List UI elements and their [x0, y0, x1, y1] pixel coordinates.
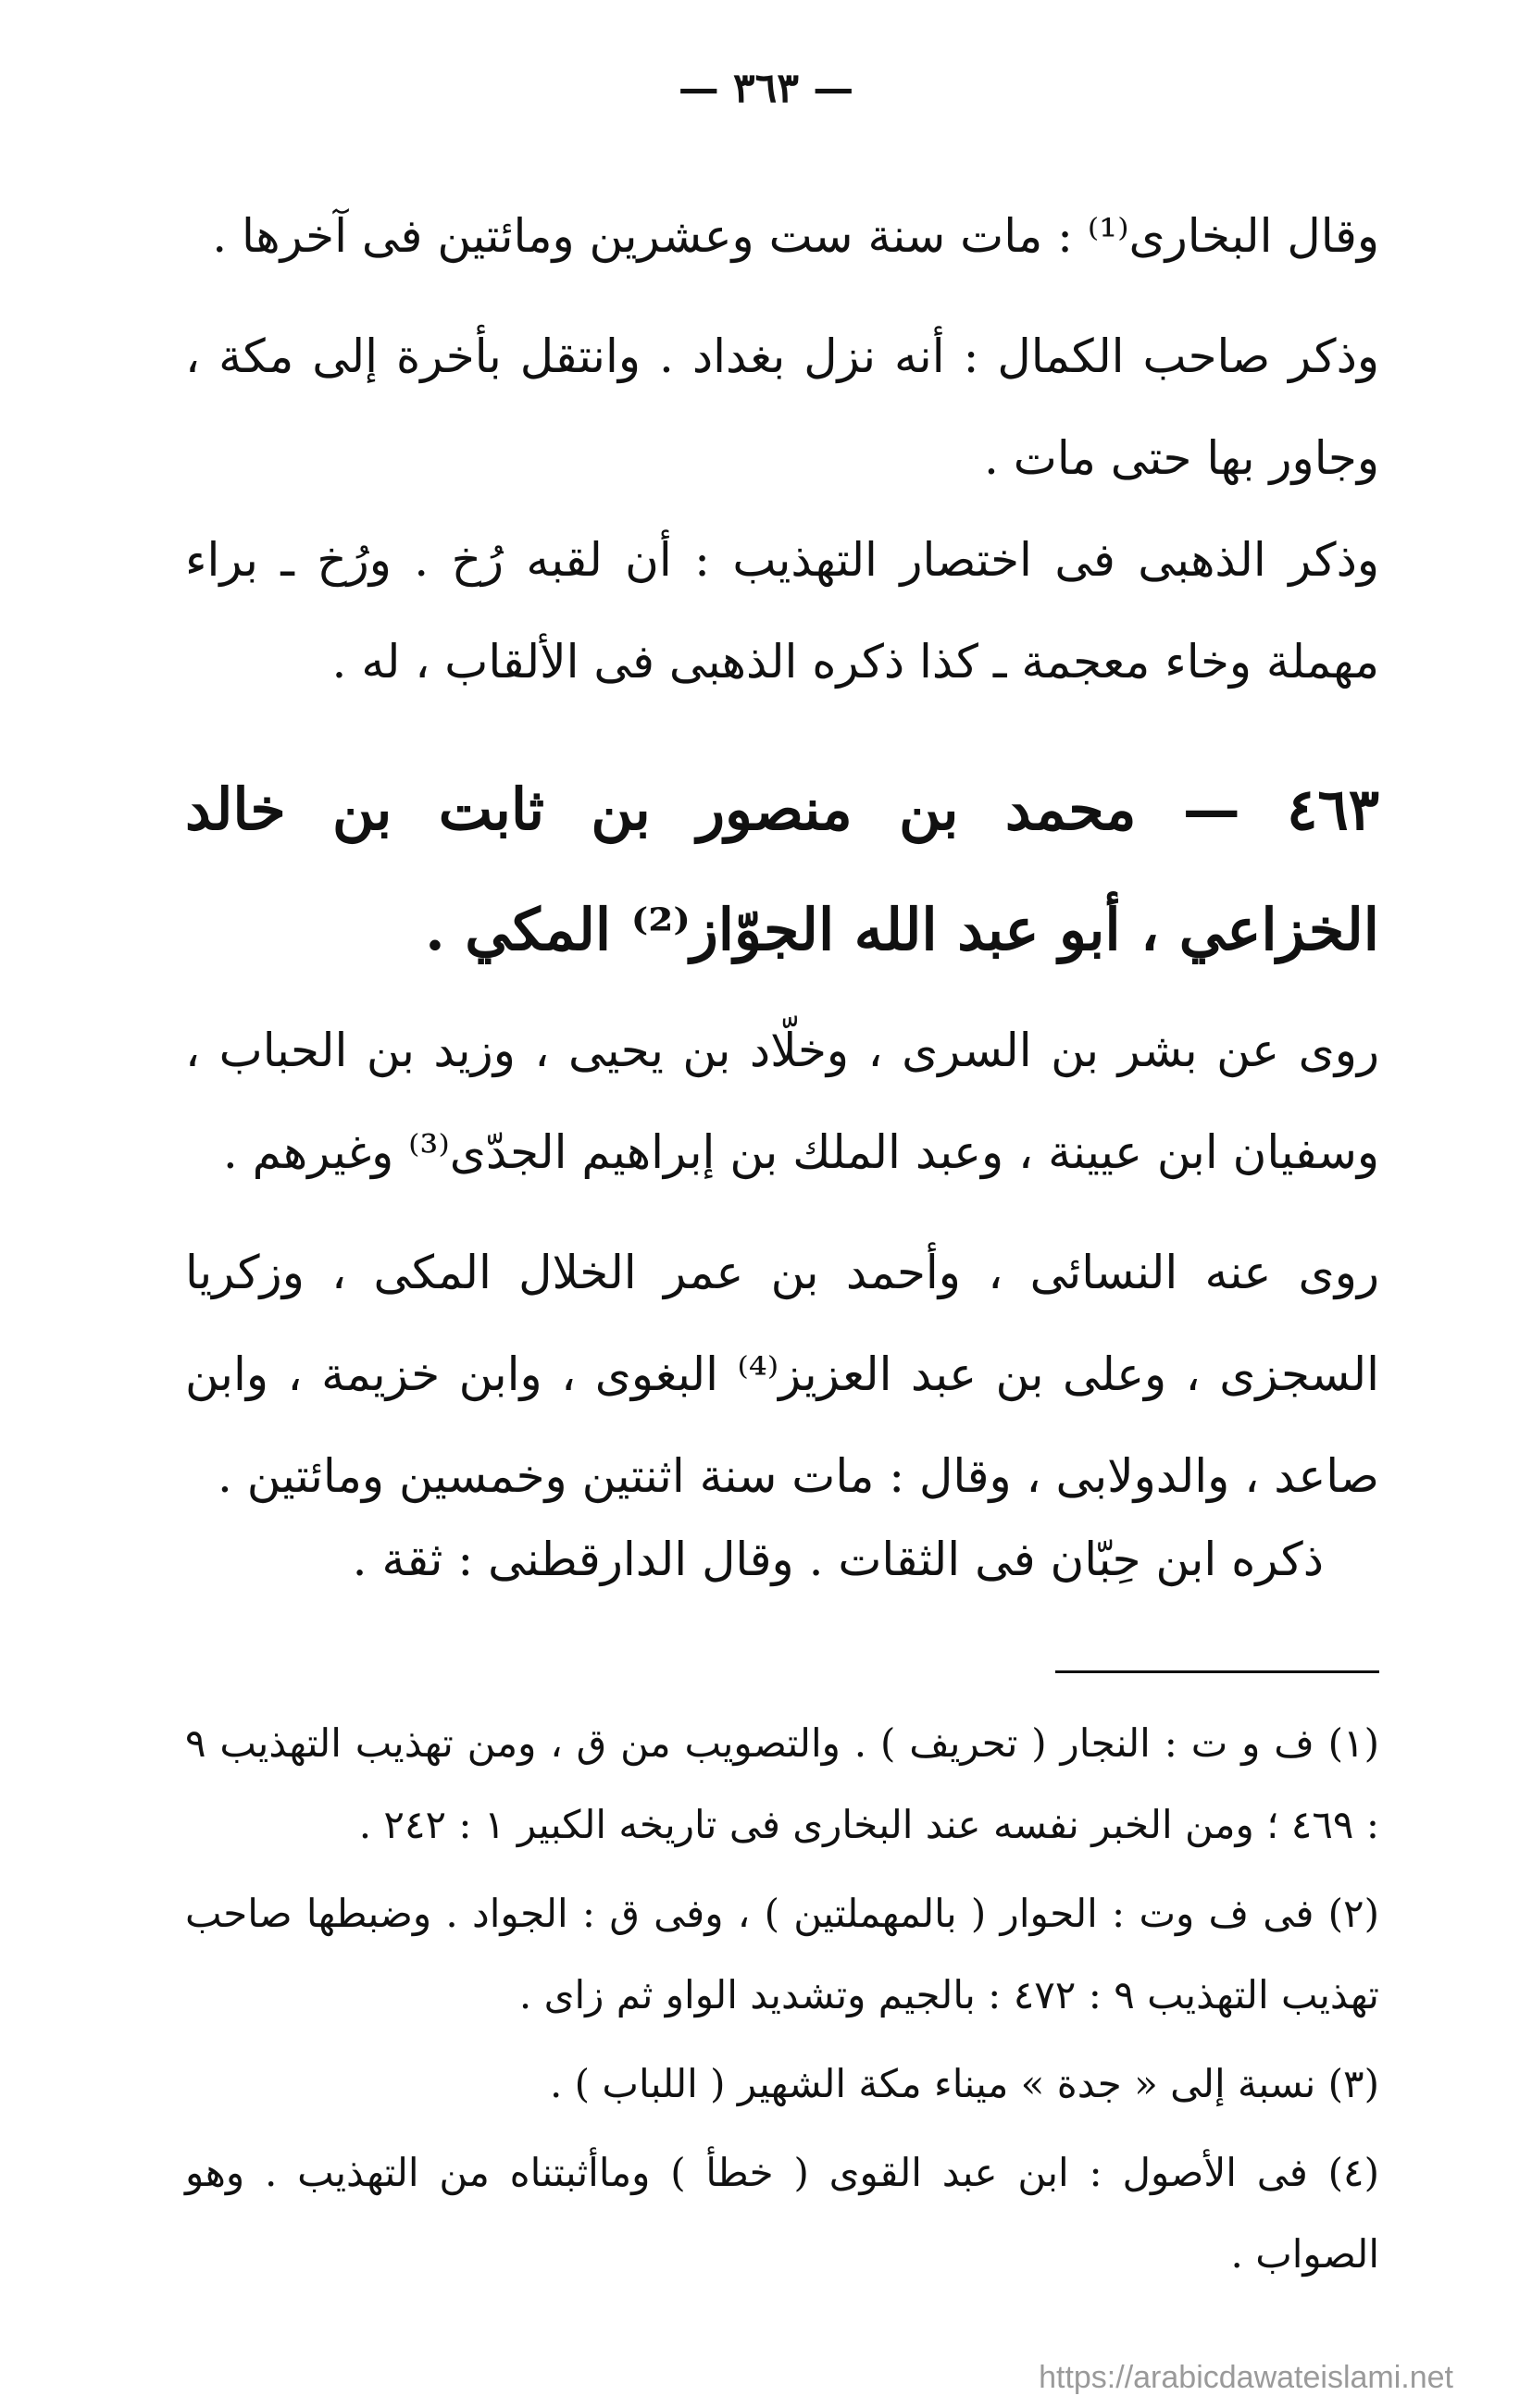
paragraph-narrated-by: روى عنه النسائى ، وأحمد بن عمر الخلال المكى ، وزكريا السجزى ، وعلى بن عبد العزيز⁽⁴⁾ البغوى ، وابن خزيمة ، وابن صاعد ، والدولابى ، وقال : مات سنة اثنتين وخمسين ومائتين .	[185, 1246, 1379, 1503]
footnote-2: (٢) فى ف وت : الحوار ( بالمهملتين ) ، وفى ق : الجواد . وضبطها صاحب تهذيب التهذيب ٩ : ٤٧٢ : بالجيم وتشديد الواو ثم زاى .	[185, 1891, 1379, 2017]
paragraph-kamal-baghdad: وذكر صاحب الكمال : أنه نزل بغداد . وانتقل بأخرة إلى مكة ، وجاور بها حتى مات .	[185, 329, 1379, 485]
footnote-3: (٣) نسبة إلى « جدة » ميناء مكة الشهير ( اللباب ) .	[549, 2061, 1379, 2106]
footnote-divider	[1055, 1670, 1379, 1673]
footnotes-section	[185, 1703, 1379, 2302]
paragraph-ibn-hibban: ذكره ابن حِبّان فى الثقات . وقال الدارقطنى : ثقة .	[352, 1533, 1324, 1586]
footnote-4: (٤) فى الأصول : ابن عبد القوى ( خطأ ) وماأثبتناه من التهذيب . وهو الصواب .	[185, 2150, 1379, 2277]
entry-heading: ٤٦٣ — محمد بن منصور بن ثابت بن خالد الخزاعي ، أبو عبد الله الجوّاز⁽²⁾ المكي .	[185, 776, 1379, 963]
paragraph-bukhari-death: وقال البخارى⁽¹⁾ : مات سنة ست وعشرين ومائتين فى آخرها .	[212, 209, 1379, 263]
paragraph-dhahabi-laqab: وذكر الذهبى فى اختصار التهذيب : أن لقبه رُخ . ورُخ ـ براء مهملة وخاء معجمة ـ كذا ذكره الذهبى فى الألقاب ، له .	[185, 533, 1379, 689]
footnote-1: (١) ف و ت : النجار ( تحريف ) . والتصويب من ق ، ومن تهذيب التهذيب ٩ : ٤٦٩ ؛ ومن الخبر نفسه عند البخارى فى تاريخه الكبير ١ : ٢٤٢ .	[185, 1720, 1379, 1847]
watermark-url: https://arabicdawateislami.net	[1039, 2360, 1453, 2395]
page-number: — ٣٦٣ —	[678, 65, 854, 112]
paragraph-narrated-from: روى عن بشر بن السرى ، وخلّاد بن يحيى ، وزيد بن الحباب ، وسفيان ابن عيينة ، وعبد الملك بن إبراهيم الجدّى⁽³⁾ وغيرهم .	[185, 1024, 1379, 1179]
